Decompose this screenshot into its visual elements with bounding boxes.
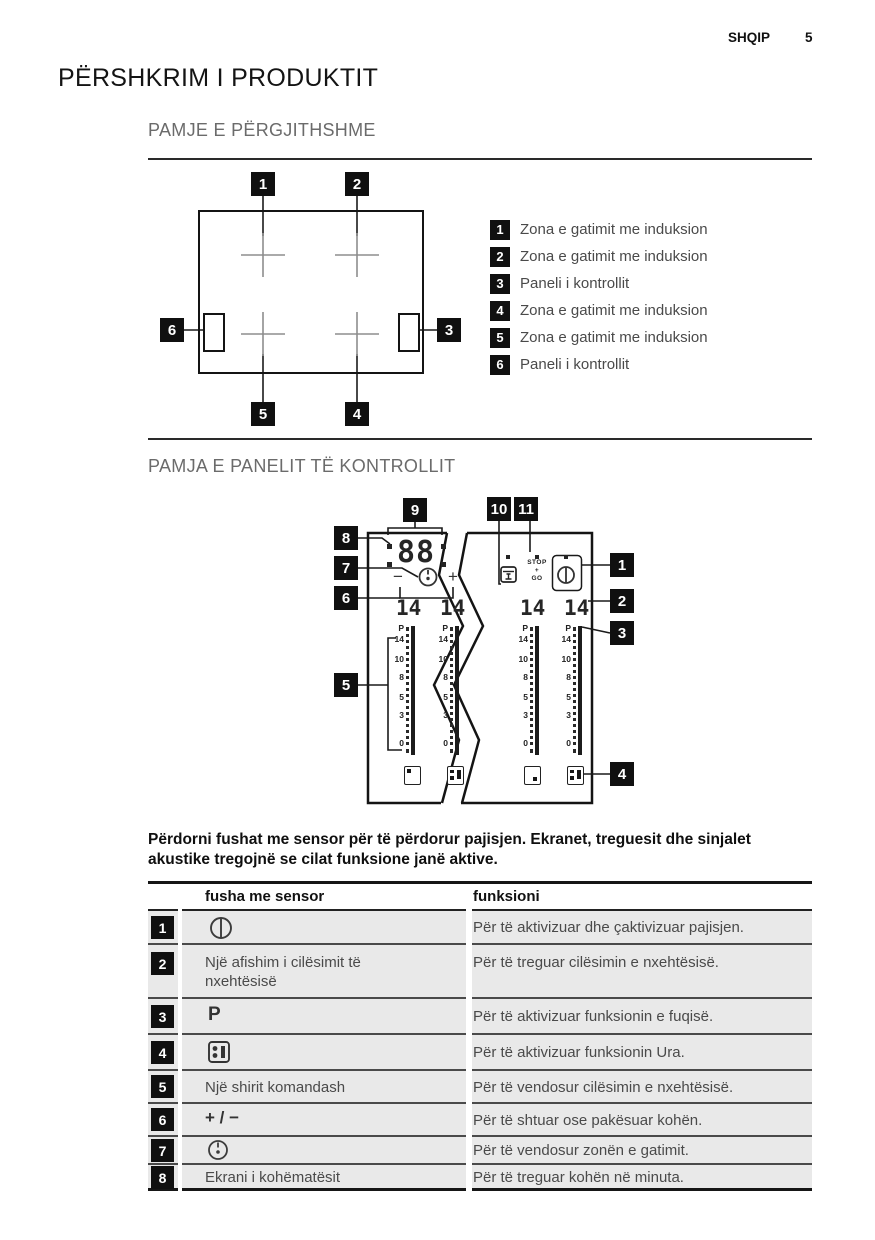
scale-label: 8 — [399, 672, 404, 682]
row-sensor-plus-minus: + / − — [205, 1108, 240, 1127]
power-icon — [556, 565, 576, 585]
callout-5: 5 — [251, 402, 275, 426]
scale-label: 0 — [443, 738, 448, 748]
callout-4: 4 — [610, 762, 634, 786]
slider-dots — [406, 627, 409, 753]
legend-num: 1 — [490, 220, 510, 240]
stop-go-stop: STOP — [527, 559, 547, 566]
sensor-table — [148, 881, 812, 1193]
callout-2: 2 — [610, 589, 634, 613]
callout-6: 6 — [334, 586, 358, 610]
row-sensor: Një afishim i cilësimit të nxehtësisë — [205, 954, 361, 990]
legend-label: Zona e gatimit me induksion — [520, 329, 708, 346]
slider-bar — [535, 626, 539, 755]
row-sensor: Një shirit komandash — [205, 1079, 346, 1096]
zone-display: 14 — [440, 596, 466, 620]
scale-label: P — [442, 623, 448, 633]
row-sensor-power-function-label: P — [208, 1004, 221, 1025]
scale-label: 5 — [443, 692, 448, 702]
page-number: 5 — [805, 30, 813, 45]
timer-display: 88 — [396, 535, 436, 570]
row-badge: 1 — [151, 916, 174, 939]
legend-label: Paneli i kontrollit — [520, 275, 630, 292]
stop-go-go: GO — [531, 575, 543, 582]
table-row — [148, 1071, 812, 1104]
callout-3: 3 — [610, 621, 634, 645]
table-row — [148, 999, 812, 1035]
callout-6: 6 — [160, 318, 184, 342]
overview-legend — [490, 216, 708, 378]
row-function: Për të aktivizuar funksionin Ura. — [473, 1044, 685, 1061]
scale-label: 14 — [561, 634, 571, 644]
scale-label: 8 — [443, 672, 448, 682]
scale-label: 14 — [394, 634, 404, 644]
timer-dot-icon — [387, 544, 392, 549]
legend-label: Zona e gatimit me induksion — [520, 302, 708, 319]
legend-num: 5 — [490, 328, 510, 348]
scale-label: 3 — [523, 710, 528, 720]
scale-label: 0 — [399, 738, 404, 748]
row-badge: 6 — [151, 1108, 174, 1131]
table-row — [148, 911, 812, 945]
scale-label: 14 — [438, 634, 448, 644]
command-bar-slider — [435, 623, 461, 756]
scale-label: P — [565, 623, 571, 633]
scale-label: 14 — [518, 634, 528, 644]
scale-label: 3 — [566, 710, 571, 720]
row-function: Për të vendosur cilësimin e nxehtësisë. — [473, 1079, 734, 1096]
legend-num: 2 — [490, 247, 510, 267]
legend-label: Paneli i kontrollit — [520, 356, 630, 373]
row-function: Për të treguar cilësimin e nxehtësisë. — [473, 954, 719, 971]
intro-paragraph: Përdorni fushat me sensor për të përdorur pajisjen. Ekranet, treguesit dhe sinjalet akustike tregojnë se cilat funksione janë aktive. — [148, 831, 751, 868]
bridge-zone-icon — [567, 766, 584, 785]
table-row — [148, 1035, 812, 1071]
table-header-row — [148, 884, 812, 911]
legend-num: 6 — [490, 355, 510, 375]
row-sensor: Ekrani i kohëmatësit — [205, 1169, 341, 1186]
zone-display: 14 — [564, 596, 590, 620]
scale-label: 5 — [399, 692, 404, 702]
row-badge: 7 — [151, 1139, 174, 1162]
callout-1: 1 — [251, 172, 275, 196]
stop-go-plus: + — [534, 567, 540, 574]
table-row — [148, 945, 812, 999]
col-header-sensor: fusha me sensor — [205, 888, 325, 905]
row-function: Për të aktivizuar dhe çaktivizuar pajisjen. — [473, 919, 744, 936]
cooktop-outline — [198, 210, 424, 374]
row-function: Për të vendosur zonën e gatimit. — [473, 1142, 689, 1159]
sensor-dot-icon — [564, 555, 568, 559]
scale-label: 10 — [394, 654, 404, 664]
callout-5: 5 — [334, 673, 358, 697]
slider-dots — [530, 627, 533, 753]
sensor-dot-icon — [506, 555, 510, 559]
command-bar-slider — [558, 623, 584, 756]
callout-3: 3 — [437, 318, 461, 342]
scale-label: 10 — [438, 654, 448, 664]
section-title-overview: PAMJE E PËRGJITHSHME — [148, 120, 376, 140]
legend-label: Zona e gatimit me induksion — [520, 248, 708, 265]
language-label: SHQIP — [728, 30, 771, 45]
command-bar-slider — [391, 623, 417, 756]
timer-dot-icon — [441, 544, 446, 549]
left-control-panel-box — [203, 313, 225, 352]
row-function: Për të treguar kohën në minuta. — [473, 1169, 684, 1186]
callout-10: 10 — [487, 497, 511, 521]
zone-position-icon — [524, 766, 541, 785]
table-row — [148, 1137, 812, 1165]
scale-label: 0 — [566, 738, 571, 748]
legend-item — [490, 324, 708, 351]
scale-label: 3 — [443, 710, 448, 720]
scale-label: P — [522, 623, 528, 633]
timer-plus-field: + — [448, 567, 458, 586]
scale-label: P — [398, 623, 404, 633]
power-icon — [208, 915, 234, 941]
zone-display: 14 — [520, 596, 546, 620]
zone-display: 14 — [396, 596, 422, 620]
slider-dots — [450, 627, 453, 753]
row-badge: 5 — [151, 1075, 174, 1098]
legend-item — [490, 243, 708, 270]
row-badge: 2 — [151, 952, 174, 975]
slider-bar — [578, 626, 582, 755]
callout-1: 1 — [610, 553, 634, 577]
legend-item — [490, 297, 708, 324]
slider-bar — [455, 626, 459, 755]
control-panel-figure — [330, 493, 660, 827]
scale-label: 0 — [523, 738, 528, 748]
row-function: Për të aktivizuar funksionin e fuqisë. — [473, 1008, 714, 1025]
table-row — [148, 1165, 812, 1193]
timer-icon — [207, 1139, 229, 1161]
legend-num: 3 — [490, 274, 510, 294]
callout-11: 11 — [514, 497, 538, 521]
timer-minus-field: − — [393, 567, 403, 586]
row-badge: 4 — [151, 1041, 174, 1064]
command-bar-slider — [515, 623, 541, 756]
callout-7: 7 — [334, 556, 358, 580]
section-title-panel: PAMJA E PANELIT TË KONTROLLIT — [148, 456, 456, 476]
callout-4: 4 — [345, 402, 369, 426]
legend-num: 4 — [490, 301, 510, 321]
zone-position-icon — [404, 766, 421, 785]
scale-label: 8 — [523, 672, 528, 682]
table-row — [148, 1104, 812, 1137]
callout-2: 2 — [345, 172, 369, 196]
row-function: Për të shtuar ose pakësuar kohën. — [473, 1112, 703, 1129]
legend-item — [490, 351, 708, 378]
scale-label: 10 — [518, 654, 528, 664]
scale-label: 5 — [566, 692, 571, 702]
right-control-panel-box — [398, 313, 420, 352]
scale-label: 3 — [399, 710, 404, 720]
lock-icon — [500, 566, 517, 583]
scale-label: 8 — [566, 672, 571, 682]
bridge-icon — [207, 1040, 231, 1064]
slider-bar — [411, 626, 415, 755]
legend-item — [490, 270, 708, 297]
row-badge: 3 — [151, 1005, 174, 1028]
overview-figure — [148, 158, 812, 440]
legend-item — [490, 216, 708, 243]
scale-label: 10 — [561, 654, 571, 664]
stop-go-field — [524, 559, 550, 583]
callout-8: 8 — [334, 526, 358, 550]
scale-label: 5 — [523, 692, 528, 702]
legend-label: Zona e gatimit me induksion — [520, 221, 708, 238]
col-header-function: funksioni — [473, 888, 540, 905]
timer-clock-icon — [417, 566, 439, 588]
row-badge: 8 — [151, 1166, 174, 1189]
callout-9: 9 — [403, 498, 427, 522]
page-title: PËRSHKRIM I PRODUKTIT — [58, 64, 379, 92]
slider-dots — [573, 627, 576, 753]
bridge-zone-icon — [447, 766, 464, 785]
